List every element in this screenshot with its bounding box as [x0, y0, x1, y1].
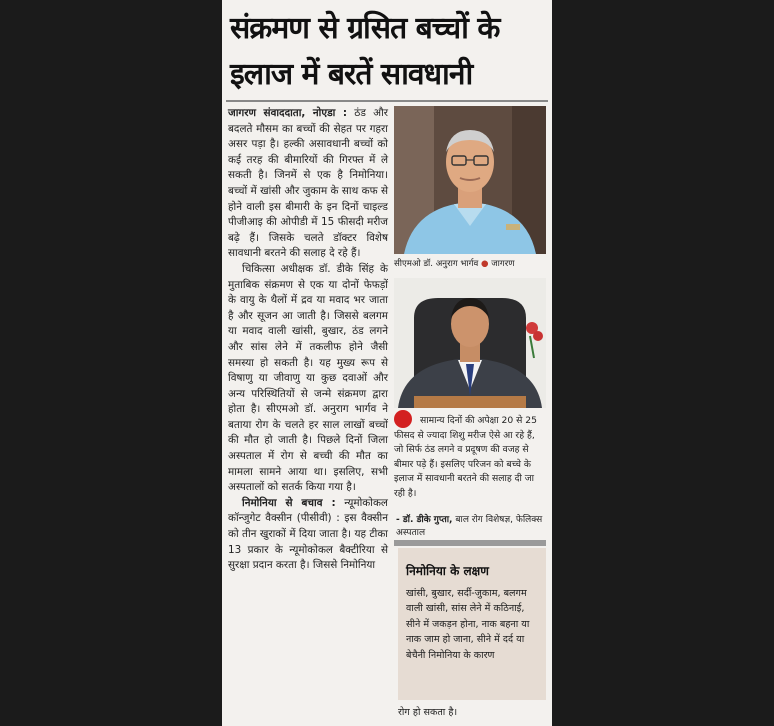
continuation-text: रोग हो सकता है। [398, 707, 458, 718]
quote-text: सामान्य दिनों की अपेक्षा 20 से 25 फीसद से ज्यादा शिशु मरीज ऐसे आ रहे हैं, जो सिर्फ ठंड लगने व प्रदूषण की वजह से बीमार पड़े हैं। इसलिए परिजन को बच्चे के इलाज में सावधानी बरतने की सलाह दी जा रही है। [394, 415, 537, 499]
subhead: निमोनिया से बचाव : [242, 496, 336, 509]
section-divider [394, 540, 546, 546]
cmo-photo-caption [394, 257, 546, 271]
symptoms-box [398, 548, 546, 700]
headline: संक्रमण से ग्रसित बच्चों के इलाज में बरतें सावधानी [230, 11, 500, 92]
paragraph-2: चिकित्सा अधीक्षक डॉ. डीके सिंह के मुताबिक संक्रमण से एक या दोनों फेफड़ों के वायु के थैलों में द्रव या मवाद भर जाता है और सूजन आ जाती है। जिससे बलगम या मवाद वाली खांसी, बुखार, ठंड लगने और सांस लेने में तकलीफ होने जैसी समस्या हो सकती है। यह मुख्य रूप से विषाणु या जीवाणु या कुछ दवाओं और अन्य परिस्थितियों से जन्मे संक्रमण द्वारा होता है। सीएमओ डॉ. अनुराग भार्गव ने बताया रोग के चलते हर साल लाखों बच्चों की मौत हो जाती है। पिछले दिनों जिला अस्पताल में रोग से बच्ची की मौत का मामला सामने आया था। इसलिए, सभी अस्पतालों को सतर्क किया गया है। [228, 262, 388, 494]
paragraph-3-text: न्यूमोकोकल कॉन्जुगेट वैक्सीन (पीसीवी) : इस वैक्सीन को तीन खुराकों में दिया जाता है। यह टीका 13 प्रकार के न्यूमोकोकल बैक्टीरिया से सुरक्षा प्रदान करता है। जिससे निमोनिया [228, 496, 388, 572]
doctor-photo [394, 278, 546, 408]
headline-rule [226, 100, 548, 102]
newspaper-clipping [222, 0, 552, 726]
paragraph-1 [228, 106, 388, 262]
quote-author-role: बाल रोग विशेषज्ञ, फेलिक्स अस्पताल [396, 515, 543, 538]
paragraph-1-text: ठंड और बदलते मौसम का बच्चों की सेहत पर गहरा असर पड़ा है। हल्की असावधानी बच्चों को कई तरह की बीमारियों की गिरफ्त में ले सकती है। जिनमें से एक है निमोनिया। बच्चों में खांसी और जुकाम के साथ कफ से होने वाली इस बीमारी के इन दिनों चाइल्ड पीजीआइ की ओपीडी में 15 फीसदी मरीज बढ़े हैं। जिसके चलते डॉक्टर विशेष सावधानी बरतने की सलाह दे रहे हैं। [228, 107, 388, 260]
symptoms-title: निमोनिया के लक्षण [406, 564, 489, 578]
cmo-photo [394, 106, 546, 254]
caption-name: सीएमओ डॉ. अनुराग भार्गव [394, 259, 479, 269]
article-body [228, 106, 388, 574]
symptoms-text: खांसी, बुखार, सर्दी-जुकाम, बलगम वाली खांसी, सांस लेने में कठिनाई, सीने में जकड़न होना, नाक बहना या नाक जाम हो जाना, सीने में दर्द या बेचैनी निमोनिया के कारण [406, 588, 530, 661]
quote-attribution [396, 514, 546, 540]
quote-author: - डॉ. डीके गुप्ता, [396, 515, 453, 525]
caption-credit: जागरण [491, 259, 515, 269]
dateline: जागरण संवाददाता, नोएडा : [228, 107, 348, 119]
caption-bullet-icon: ● [481, 259, 489, 269]
paragraph-3 [228, 496, 388, 574]
